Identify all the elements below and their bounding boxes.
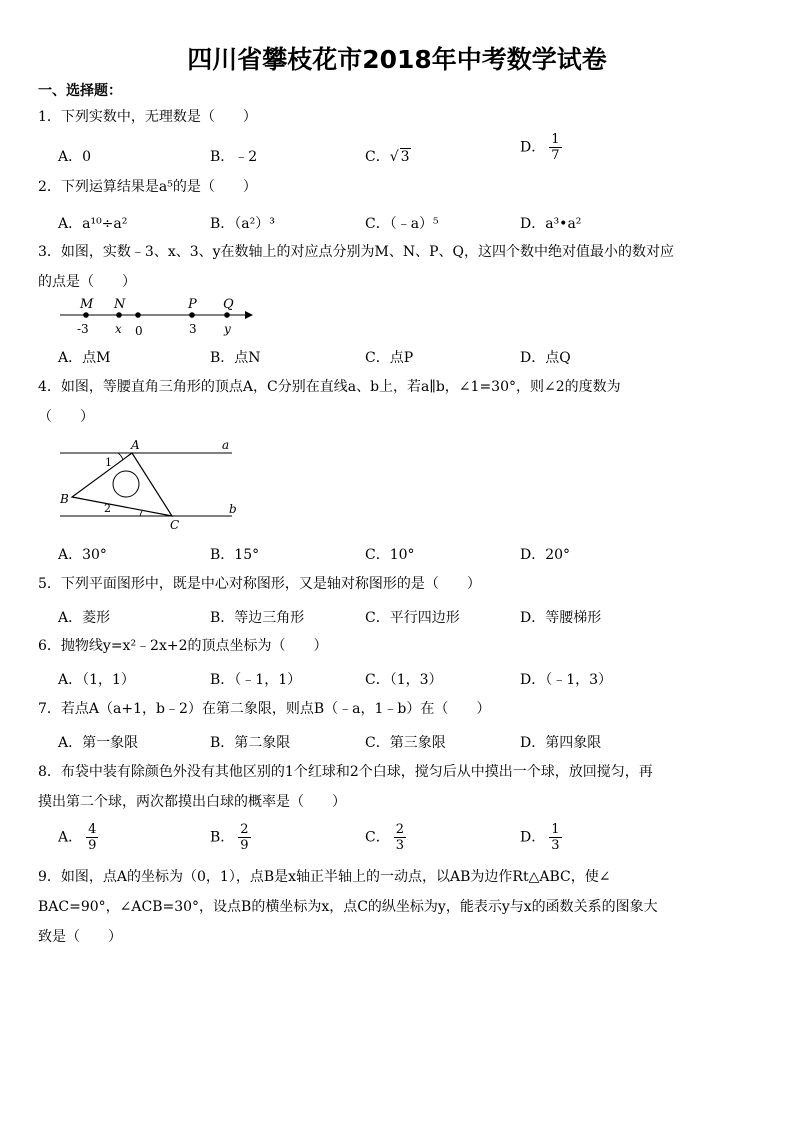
label-c: C — [170, 518, 180, 532]
q6-option-a: A．（1，1） — [58, 672, 135, 688]
tick-3: 3 — [189, 322, 197, 336]
q4-option-d: D．20° — [520, 547, 571, 563]
q4-option-b: B．15° — [210, 547, 260, 563]
question-2-stem: 2．下列运算结果是a⁵的是（ ） — [38, 179, 257, 195]
fraction: $\frac{1}{3}$ — [551, 822, 560, 853]
q4-option-c: C．10° — [365, 547, 415, 563]
q5-option-a: A．菱形 — [58, 610, 111, 626]
tick-x: x — [115, 322, 122, 336]
q2-option-a: A．a¹⁰÷a² — [58, 216, 128, 232]
question-5-stem: 5．下列平面图形中，既是中心对称图形，又是轴对称图形的是（ ） — [38, 576, 481, 592]
radical-sign: √ — [389, 149, 399, 165]
q3-option-c: C．点P — [365, 350, 414, 366]
question-4-stem-line2: （ ） — [38, 409, 94, 425]
question-1-stem: 1．下列实数中，无理数是（ ） — [38, 109, 257, 125]
triangle-figure — [52, 436, 252, 534]
fraction: $\frac{2}{3}$ — [395, 822, 404, 853]
question-9-stem-line1: 9．如图，点A的坐标为（0，1），点B是x轴正半轴上的一动点，以AB为边作Rt△ABC，使∠ — [38, 869, 611, 885]
question-4-stem-line1: 4．如图，等腰直角三角形的顶点A，C分别在直线a、b上，若a∥b，∠1=30°，则∠2的度数为 — [38, 379, 621, 395]
label-line-b: b — [229, 502, 237, 516]
q3-option-a: A．点M — [58, 350, 111, 366]
triangle-abc — [72, 453, 172, 516]
question-8-stem-line1: 8．布袋中装有除颜色外没有其他区别的1个红球和2个白球，搅匀后从中摸出一个球，放回搅匀，再 — [38, 764, 653, 780]
q1-option-a: A．0 — [58, 149, 92, 165]
tick-minus3: -3 — [77, 322, 89, 336]
label-b: B — [60, 492, 69, 506]
question-9-stem-line2: BAC=90°，∠ACB=30°，设点B的横坐标为x，点C的纵坐标为y，能表示y与x的函数关系的图象大 — [38, 899, 658, 915]
question-3-stem-line2: 的点是（ ） — [38, 274, 136, 290]
q2-option-b: B．（a²）³ — [210, 216, 275, 232]
question-8-stem-line2: 摸出第二个球，两次都摸出白球的概率是（ ） — [38, 794, 346, 810]
label-n: N — [114, 297, 126, 312]
q5-option-c: C．平行四边形 — [365, 610, 460, 626]
q6-option-b: B．（﹣1，1） — [210, 672, 302, 688]
q3-option-b: B．点N — [210, 350, 261, 366]
q1-option-b: B．﹣2 — [210, 149, 258, 165]
q7-option-b: B．第二象限 — [210, 735, 291, 751]
point-p — [189, 312, 195, 318]
label-p: P — [188, 297, 197, 312]
question-7-stem: 7．若点A（a+1，b﹣2）在第二象限，则点B（﹣a，1﹣b）在（ ） — [38, 701, 491, 717]
question-9-stem-line3: 致是（ ） — [38, 929, 122, 945]
label-angle-2: 2 — [104, 502, 111, 515]
q2-option-d: D．a³•a² — [520, 216, 582, 232]
q7-option-c: C．第三象限 — [365, 735, 446, 751]
angle-2-arc — [140, 511, 142, 516]
label-m: M — [80, 297, 94, 312]
q3-option-d: D．点Q — [520, 350, 571, 366]
label-angle-1: 1 — [105, 456, 112, 469]
label-q: Q — [223, 297, 234, 312]
point-m — [83, 312, 89, 318]
fraction: $\frac{2}{9}$ — [240, 822, 249, 853]
number-line-figure — [50, 293, 260, 341]
q2-option-c: C．（﹣a）⁵ — [365, 216, 439, 232]
q6-option-d: D．（﹣1，3） — [520, 672, 613, 688]
label-a: A — [131, 438, 140, 452]
q8-option-d: D． $\frac{1}{3}$ — [520, 822, 560, 853]
question-3-stem-line1: 3．如图，实数﹣3、x、3、y在数轴上的对应点分别为M、N、P、Q，这四个数中绝对值最小的数对应 — [38, 244, 675, 260]
point-n — [116, 312, 122, 318]
inner-circle — [113, 471, 139, 497]
q5-option-b: B．等边三角形 — [210, 610, 305, 626]
sqrt-radicand: 3 — [400, 149, 410, 165]
section-heading: 一、选择题： — [38, 83, 122, 99]
point-q — [224, 312, 230, 318]
q5-option-d: D．等腰梯形 — [520, 610, 602, 626]
q1-option-d: D． $\frac{1}{7}$ — [520, 132, 560, 163]
point-zero — [135, 312, 141, 318]
angle-1-arc — [118, 453, 123, 460]
label-line-a: a — [222, 438, 230, 452]
fraction: $\frac{1}{7}$ — [551, 132, 560, 163]
q8-option-a: A． $\frac{4}{9}$ — [58, 822, 97, 853]
question-6-stem: 6．抛物线y=x²﹣2x+2的顶点坐标为（ ） — [38, 638, 328, 654]
q6-option-c: C．（1，3） — [365, 672, 443, 688]
tick-y: y — [224, 322, 231, 336]
q1-option-c: C．√ 3 — [365, 149, 410, 165]
q7-option-a: A．第一象限 — [58, 735, 139, 751]
q7-option-d: D．第四象限 — [520, 735, 602, 751]
q8-option-b: B． $\frac{2}{9}$ — [210, 822, 249, 853]
q8-option-c: C． $\frac{2}{3}$ — [365, 822, 404, 853]
tick-0: 0 — [135, 324, 143, 338]
fraction: $\frac{4}{9}$ — [88, 822, 97, 853]
q4-option-a: A．30° — [58, 547, 107, 563]
page-title: 四川省攀枝花市2018年中考数学试卷 — [187, 45, 607, 74]
